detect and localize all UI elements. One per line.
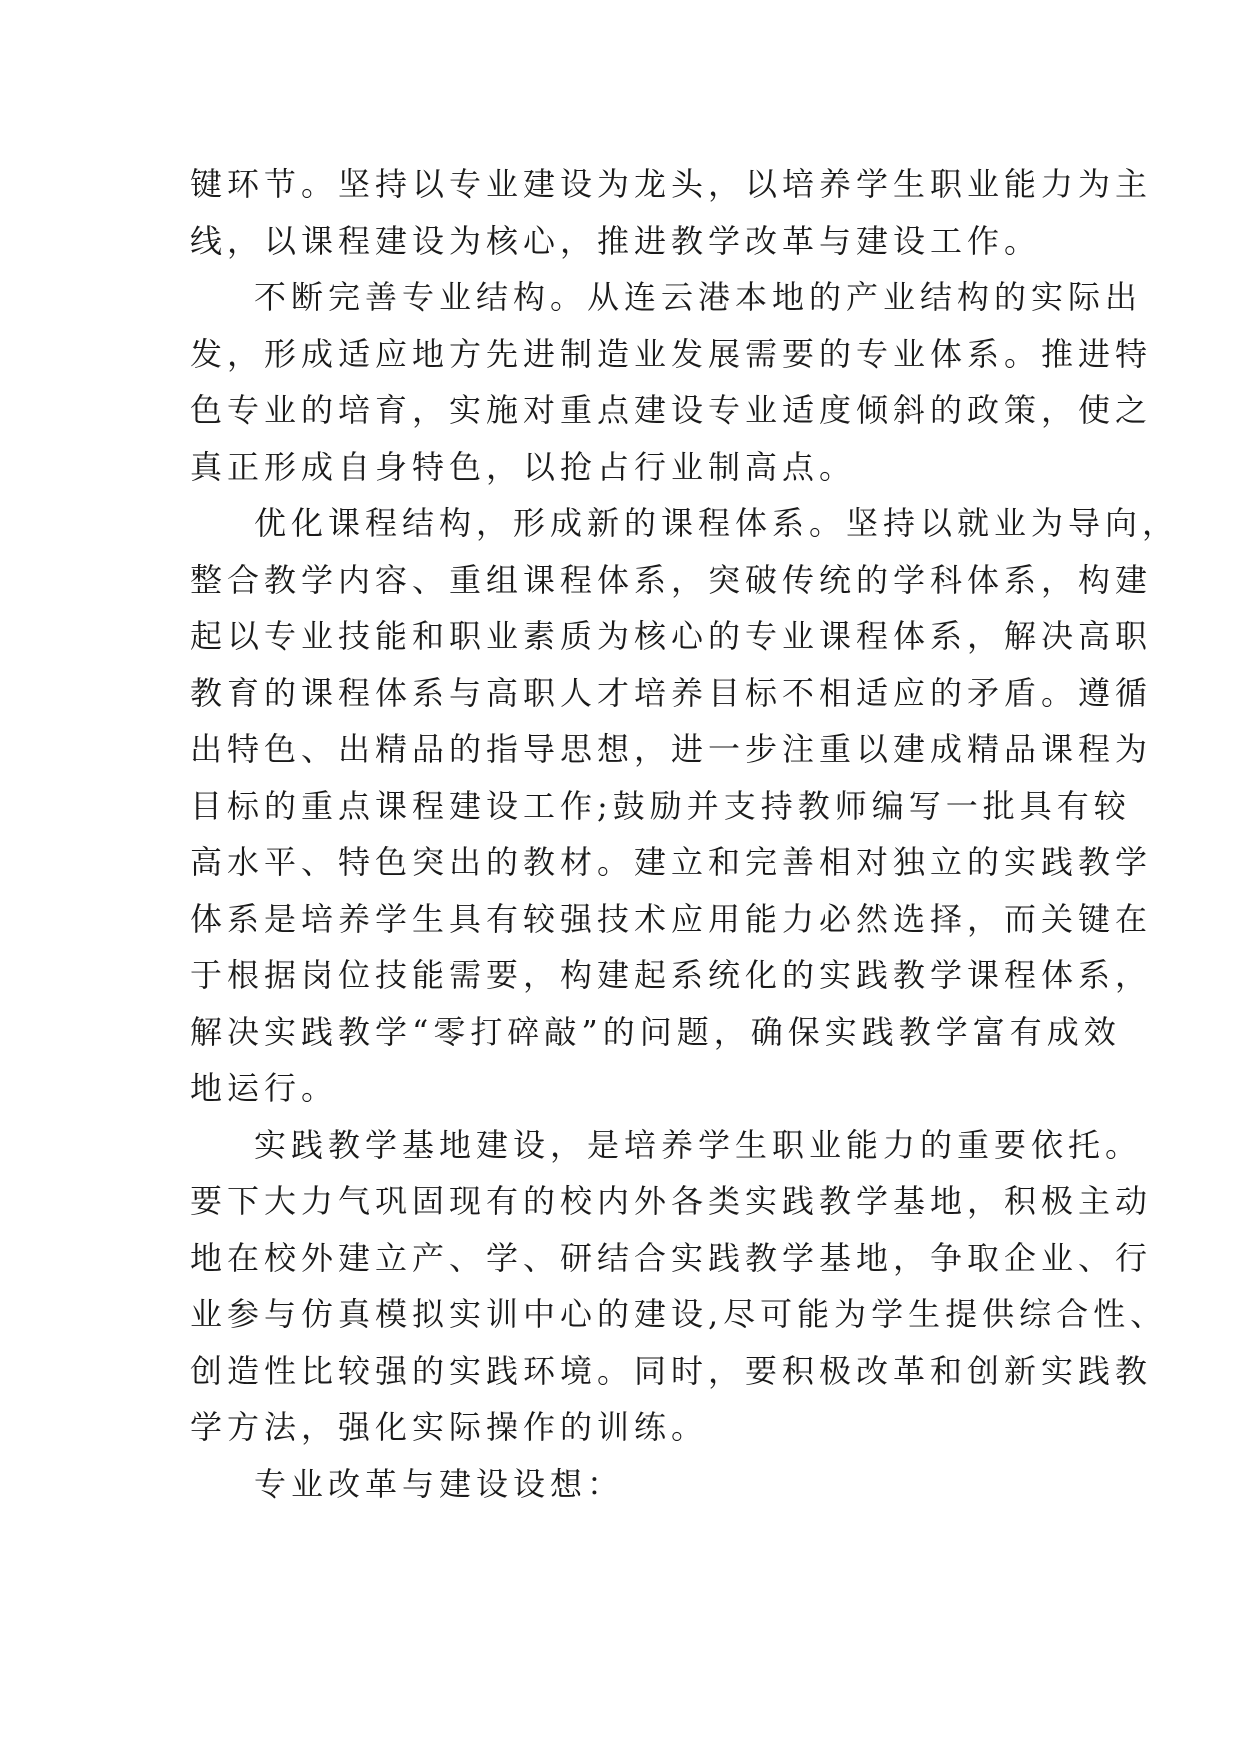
- text-line: 出特色、出精品的指导思想，进一步注重以建成精品课程为: [190, 730, 1153, 768]
- text-line: 实践教学基地建设，是培养学生职业能力的重要依托。: [254, 1125, 1143, 1164]
- document-body: [190, 156, 1180, 1512]
- text-line: 发，形成适应地方先进制造业发展需要的专业体系。推进特: [190, 334, 1153, 373]
- text-line: 学方法，强化实际操作的训练。: [190, 1408, 709, 1446]
- paragraph-1: [190, 156, 1153, 269]
- text-line: 专业改革与建设设想：: [254, 1464, 625, 1503]
- paragraph-3: [190, 495, 1180, 1117]
- text-line: 业参与仿真模拟实训中心的建设,尽可能为学生提供综合性、: [190, 1295, 1168, 1333]
- text-line: 不断完善专业结构。从连云港本地的产业结构的实际出: [254, 278, 1143, 316]
- text-line: 线，以课程建设为核心，推进教学改革与建设工作。: [190, 221, 1042, 260]
- text-line: 真正形成自身特色，以抢占行业制高点。: [190, 447, 857, 486]
- text-line: 地在校外建立产、学、研结合实践教学基地，争取企业、行: [190, 1238, 1153, 1277]
- paragraph-4: [190, 1117, 1168, 1456]
- text-line: 体系是培养学生具有较强技术应用能力必然选择，而关键在: [190, 899, 1153, 938]
- paragraph-5: [190, 1456, 1070, 1513]
- text-line: 教育的课程体系与高职人才培养目标不相适应的矛盾。遵循: [190, 673, 1153, 712]
- text-line: 地运行。: [190, 1069, 339, 1107]
- text-line: 高水平、特色突出的教材。建立和完善相对独立的实践教学: [190, 843, 1153, 881]
- text-line: 整合教学内容、重组课程体系，突破传统的学科体系，构建: [190, 560, 1153, 599]
- text-line: 目标的重点课程建设工作;鼓励并支持教师编写一批具有较: [190, 786, 1131, 825]
- text-line: 于根据岗位技能需要，构建起系统化的实践教学课程体系，: [190, 956, 1153, 994]
- text-line: 解决实践教学“零打碎敲”的问题，确保实践教学富有成效: [190, 1012, 1121, 1051]
- paragraph-2: [190, 269, 1153, 495]
- text-line: 要下大力气巩固现有的校内外各类实践教学基地，积极主动: [190, 1182, 1153, 1220]
- text-line: 优化课程结构，形成新的课程体系。坚持以就业为导向，: [254, 504, 1180, 542]
- text-line: 起以专业技能和职业素质为核心的专业课程体系，解决高职: [190, 617, 1153, 655]
- text-line: 创造性比较强的实践环境。同时，要积极改革和创新实践教: [190, 1351, 1153, 1390]
- text-line: 键环节。坚持以专业建设为龙头，以培养学生职业能力为主: [190, 165, 1153, 203]
- text-line: 色专业的培育，实施对重点建设专业适度倾斜的政策，使之: [190, 391, 1153, 429]
